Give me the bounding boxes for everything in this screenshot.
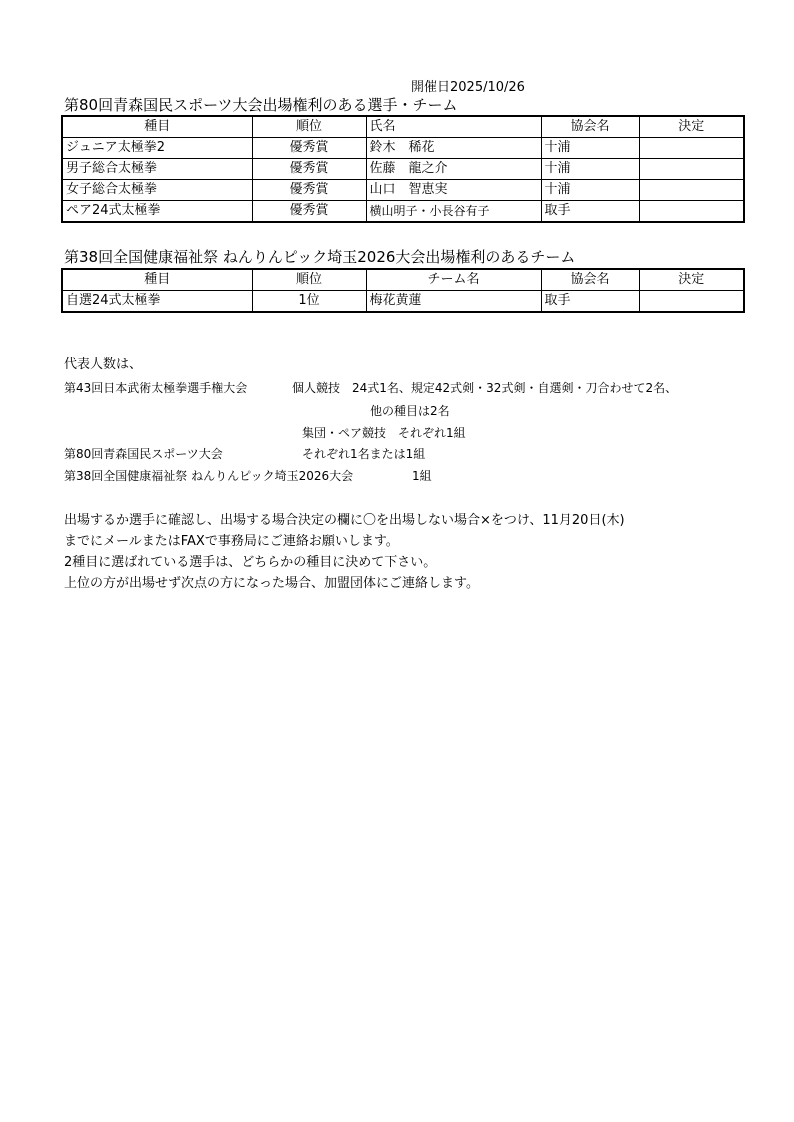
column-header-decision: 決定 — [639, 116, 744, 138]
column-header-rank: 順位 — [252, 116, 366, 138]
section1-title: 第80回青森国民スポーツ大会出場権利のある選手・チーム — [64, 96, 458, 114]
association-cell: 十浦 — [541, 180, 639, 201]
table-row — [62, 291, 744, 313]
rep-event-5: 第38回全国健康福祉祭 ねんりんピック埼玉2026大会 — [64, 469, 354, 483]
rank-cell: 1位 — [252, 291, 366, 313]
decision-cell[interactable] — [639, 159, 744, 180]
association-cell: 十浦 — [541, 159, 639, 180]
event-cell: 女子総合太極拳 — [62, 180, 252, 201]
rank-cell: 優秀賞 — [252, 138, 366, 159]
column-header-association: 協会名 — [541, 269, 639, 291]
decision-cell[interactable] — [639, 138, 744, 159]
rep-detail-2: 他の種目は2名 — [370, 404, 450, 418]
rep-event-4: 第80回青森国民スポーツ大会 — [64, 447, 223, 461]
section1-table — [61, 115, 745, 223]
table-row — [62, 159, 744, 180]
representatives-intro: 代表人数は、 — [64, 357, 143, 372]
table-row — [62, 201, 744, 223]
name-cell: 佐藤 龍之介 — [366, 159, 541, 180]
rank-cell: 優秀賞 — [252, 180, 366, 201]
rank-cell: 優秀賞 — [252, 159, 366, 180]
event-cell: ペア24式太極拳 — [62, 201, 252, 223]
rank-cell: 優秀賞 — [252, 201, 366, 223]
association-cell: 十浦 — [541, 138, 639, 159]
column-header-association: 協会名 — [541, 116, 639, 138]
event-date: 開催日2025/10/26 — [411, 80, 525, 95]
note-line-3: 2種目に選ばれている選手は、どちらかの種目に決めて下さい。 — [64, 555, 437, 570]
rep-detail-4: それぞれ1名または1組 — [302, 447, 426, 461]
column-header-event: 種目 — [62, 269, 252, 291]
table-header-row — [62, 116, 744, 138]
note-line-1: 出場するか選手に確認し、出場する場合決定の欄に〇を出場しない場合×をつけ、11月20日(木) — [64, 513, 625, 528]
column-header-name: 氏名 — [366, 116, 541, 138]
association-cell: 取手 — [541, 201, 639, 223]
event-cell: 自選24式太極拳 — [62, 291, 252, 313]
decision-cell[interactable] — [639, 180, 744, 201]
team-name-cell: 梅花黄蓮 — [366, 291, 541, 313]
name-cell: 横山明子・小長谷有子 — [366, 201, 541, 223]
rep-detail-1: 個人競技 24式1名、規定42式剣・32式剣・自選剣・刀合わせて2名、 — [292, 381, 678, 395]
section2-table — [61, 268, 745, 313]
note-line-4: 上位の方が出場せず次点の方になった場合、加盟団体にご連絡します。 — [64, 576, 479, 591]
association-cell: 取手 — [541, 291, 639, 313]
rep-event-1: 第43回日本武術太極拳選手権大会 — [64, 381, 248, 395]
name-cell: 山口 智恵実 — [366, 180, 541, 201]
event-cell: ジュニア太極拳2 — [62, 138, 252, 159]
rep-detail-5: 1組 — [412, 469, 432, 483]
column-header-event: 種目 — [62, 116, 252, 138]
section2-title: 第38回全国健康福祉祭 ねんりんピック埼玉2026大会出場権利のあるチーム — [64, 248, 576, 266]
column-header-team-name: チーム名 — [366, 269, 541, 291]
table-row — [62, 180, 744, 201]
table-header-row — [62, 269, 744, 291]
decision-cell[interactable] — [639, 291, 744, 313]
note-line-2: までにメールまたはFAXで事務局にご連絡お願いします。 — [64, 534, 399, 549]
decision-cell[interactable] — [639, 201, 744, 223]
event-cell: 男子総合太極拳 — [62, 159, 252, 180]
rep-detail-3: 集団・ペア競技 それぞれ1組 — [302, 426, 466, 440]
column-header-decision: 決定 — [639, 269, 744, 291]
name-cell: 鈴木 稀花 — [366, 138, 541, 159]
column-header-rank: 順位 — [252, 269, 366, 291]
table-row — [62, 138, 744, 159]
